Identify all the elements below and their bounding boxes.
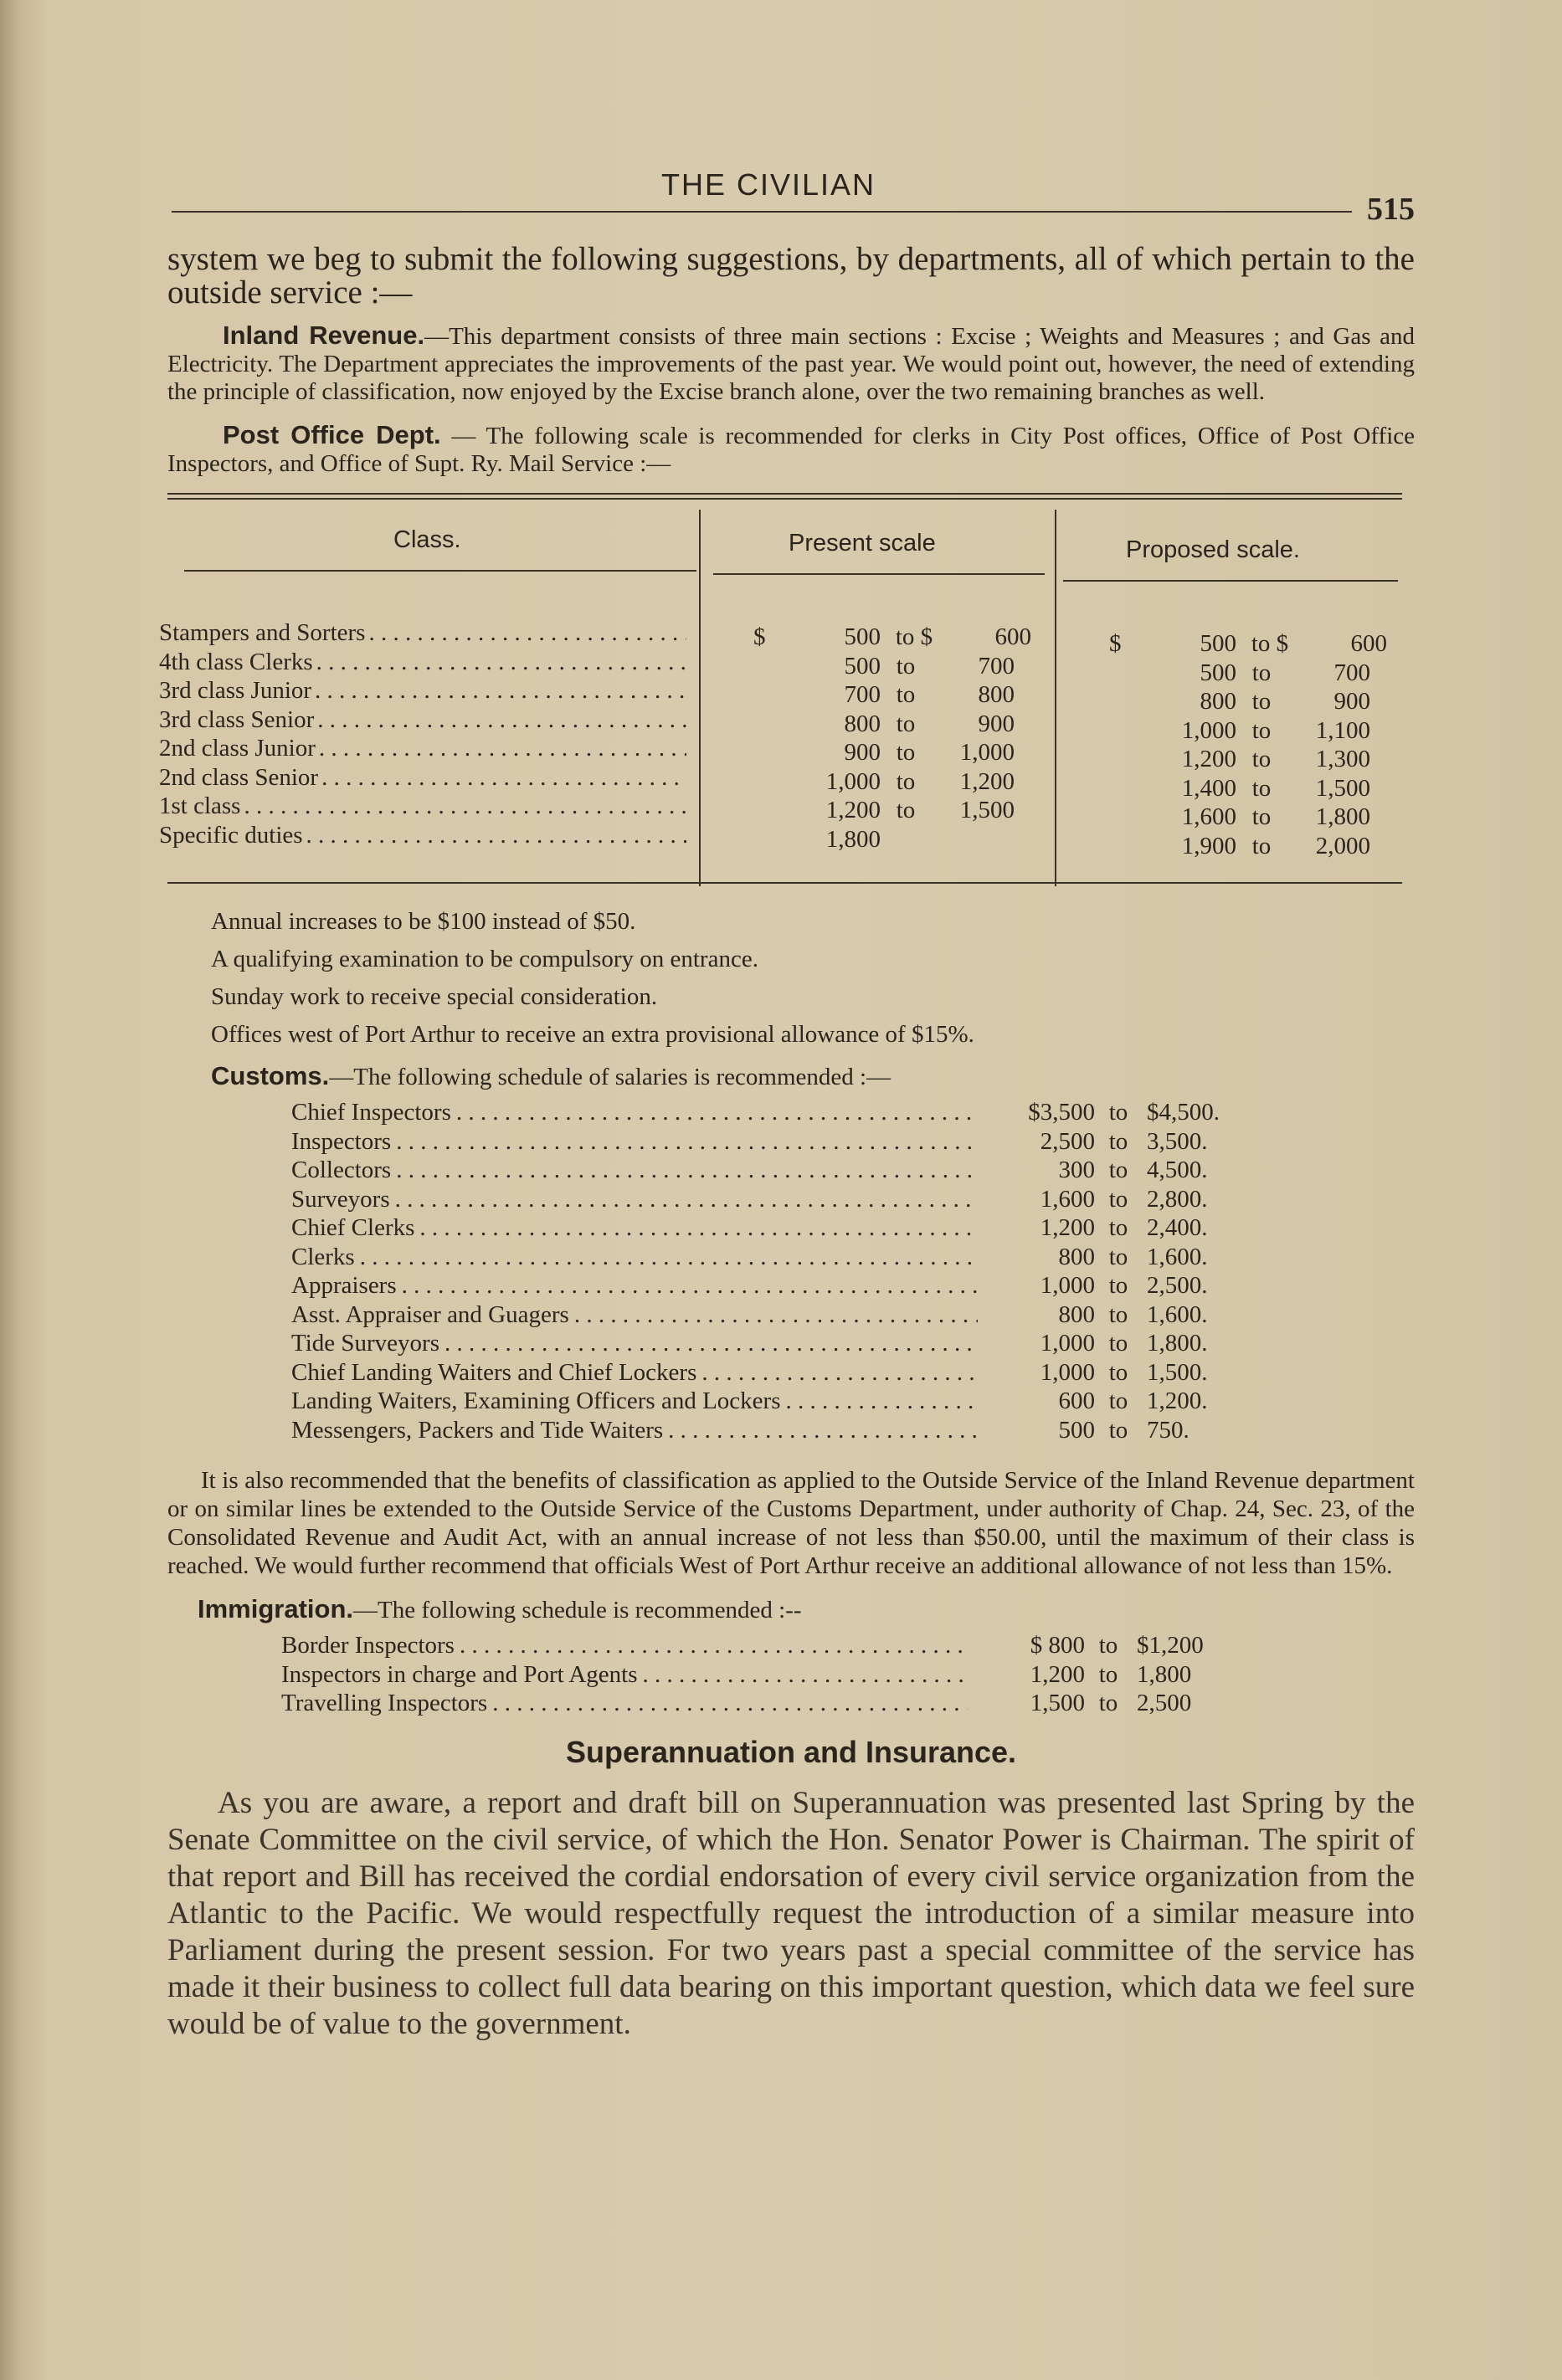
schedule-label: [291, 1271, 978, 1300]
position-title: Border Inspectors: [281, 1632, 455, 1659]
range-to: 1,300: [1315, 746, 1370, 772]
schedule-row: [291, 1271, 1415, 1300]
proposed-range: [1109, 803, 1387, 832]
post-office-section: [167, 421, 1415, 478]
post-office-heading: Post Office Dept.: [223, 420, 441, 449]
range-to-word: to: [1108, 1214, 1128, 1241]
column-divider-1: [699, 510, 701, 886]
range-to-word: to: [1098, 1632, 1118, 1659]
class-row: [159, 648, 686, 677]
salary-from: 500: [1058, 1416, 1095, 1444]
schedule-label: [291, 1329, 978, 1358]
table-bottom-rule: [167, 882, 1402, 884]
range-to-word: to: [896, 767, 916, 795]
class-row: [159, 676, 686, 705]
position-title: Chief Clerks: [291, 1214, 415, 1241]
present-range: [753, 652, 1031, 681]
proposed-range: [1109, 716, 1387, 746]
position-title: Asst. Appraiser and Guagers: [291, 1300, 569, 1328]
range-to-word: to: [1098, 1660, 1118, 1688]
schedule-label: [291, 1213, 978, 1243]
salary-from: 1,600: [1040, 1185, 1095, 1213]
position-title: Inspectors in charge and Port Agents: [281, 1660, 638, 1688]
range-to: 900: [978, 710, 1015, 737]
schedule-row: [291, 1243, 1415, 1272]
present-range: [753, 767, 1031, 797]
class-name: 3rd class Senior: [159, 705, 315, 733]
running-title: THE CIVILIAN: [661, 167, 876, 202]
schedule-row: [291, 1387, 1415, 1416]
schedule-label: [281, 1660, 968, 1690]
range-from: 500: [844, 623, 881, 650]
schedule-row: [291, 1185, 1415, 1214]
range-to: 1,800: [1315, 803, 1370, 830]
schedule-label: [291, 1098, 978, 1127]
position-title: Inspectors: [291, 1127, 392, 1155]
salary-to: 1,600.: [1147, 1243, 1208, 1270]
schedule-row: [291, 1300, 1415, 1330]
salary-from: 1,500: [1030, 1690, 1085, 1716]
range-to: 900: [1333, 688, 1370, 715]
inland-revenue-heading: Inland Revenue.: [223, 321, 425, 350]
range-to-word: to: [896, 739, 916, 766]
leader-dots: [395, 1185, 978, 1214]
leader-dots: [456, 1098, 978, 1127]
class-name: Stampers and Sorters: [159, 619, 366, 646]
range-to-word: to: [1098, 1690, 1118, 1716]
table-top-rule-2: [167, 498, 1402, 500]
dollar-sign: [753, 796, 787, 825]
leader-dots: [244, 792, 686, 821]
schedule-row: [291, 1358, 1415, 1387]
schedule-label: [291, 1127, 978, 1157]
article-body: [159, 241, 1415, 2043]
schedule-row: [291, 1329, 1415, 1358]
position-title: Landing Waiters, Examining Officers and Lockers: [291, 1387, 781, 1414]
range-from: 500: [844, 652, 881, 680]
range-to-word: to: [896, 710, 916, 737]
range-to: 1,500: [1315, 774, 1370, 802]
dollar-sign: [1109, 774, 1143, 803]
leader-dots: [396, 1156, 978, 1185]
range-to-word: to: [1108, 1330, 1128, 1357]
salary-to: 4,500.: [1147, 1157, 1208, 1183]
leader-dots: [368, 618, 686, 648]
class-header-rule: [184, 570, 696, 572]
salary-to: 2,800.: [1147, 1185, 1208, 1213]
range-to: 1,500: [959, 797, 1015, 823]
salary-to: 2,500.: [1147, 1272, 1208, 1299]
class-column: [159, 618, 686, 849]
range-to-word: to: [1108, 1243, 1128, 1270]
salary-from: 1,000: [1040, 1272, 1095, 1299]
leader-dots: [574, 1300, 978, 1330]
schedule-label: [291, 1358, 978, 1387]
present-range: [753, 796, 1031, 825]
schedule-row: [281, 1660, 1415, 1690]
class-row: [159, 618, 686, 648]
leader-dots: [306, 821, 686, 850]
range-to: 1,200: [959, 767, 1015, 795]
position-title: Chief Landing Waiters and Chief Lockers: [291, 1358, 697, 1386]
header-class: Class.: [393, 526, 461, 553]
range-to: 700: [978, 652, 1015, 680]
range-from: 1,000: [1181, 716, 1236, 744]
range-to: 600: [994, 623, 1031, 650]
proposed-range: [1109, 629, 1387, 659]
class-row: [159, 705, 686, 735]
range-to: 1,100: [1315, 716, 1370, 744]
post-office-text: — The following scale is recommended for clerks in City Post offices, Office of Post Office Inspectors, and Office of Supt. Ry. Mail Service :—: [167, 423, 1415, 477]
dollar-sign: [753, 767, 787, 797]
classification-paragraph: It is also recommended that the benefits of classification as applied to the Outside Service of the Inland Revenue department or on similar lines be extended to the Outside Service of the Customs Department, under authority of Chap. 24, Sec. 23, of the Consolidated Revenue and Audit Act, with an annual increase of not less than $50.00, until the maximum of their class is reached. We would further recommend that officials West of Port Arthur receive an additional allowance of not less than 15%.: [167, 1467, 1415, 1579]
leader-dots: [419, 1213, 978, 1243]
dollar-sign: [1109, 832, 1143, 861]
class-name: 1st class: [159, 792, 241, 819]
range-to-word: to: [1108, 1387, 1128, 1414]
salary-to: 3,500.: [1147, 1127, 1208, 1155]
immigration-salary-schedule: [167, 1631, 1415, 1718]
leader-dots: [360, 1243, 978, 1272]
page-header: [167, 167, 1415, 227]
range-from: 500: [1200, 659, 1236, 686]
leader-dots: [460, 1631, 968, 1660]
schedule-row: [291, 1416, 1415, 1445]
customs-heading: Customs.: [211, 1061, 330, 1090]
leader-dots: [785, 1387, 978, 1416]
header-proposed-scale: Proposed scale.: [1126, 536, 1300, 563]
leader-dots: [701, 1358, 978, 1387]
position-title: Appraisers: [291, 1272, 397, 1299]
salary-to: $4,500.: [1147, 1099, 1220, 1126]
leader-dots: [396, 1127, 978, 1157]
salary-to: 1,500.: [1147, 1358, 1208, 1386]
class-row: [159, 821, 686, 850]
salary-from: $ 800: [1030, 1632, 1085, 1659]
dollar-sign: [1109, 803, 1143, 832]
leader-dots: [668, 1416, 978, 1445]
proposed-range: [1109, 659, 1387, 688]
salary-from: 600: [1058, 1387, 1095, 1414]
range-to-word: to: [1251, 659, 1272, 686]
schedule-row: [291, 1156, 1415, 1185]
range-to-word: to: [1108, 1127, 1128, 1155]
range-to-word: to: [1251, 803, 1272, 830]
dollar-sign: [1109, 687, 1143, 716]
post-office-notes: [167, 903, 1415, 1054]
range-to: 1,000: [959, 739, 1015, 766]
range-to: 800: [978, 681, 1015, 708]
range-to-word: to: [1251, 832, 1272, 859]
range-from: 700: [844, 681, 881, 708]
schedule-label: [291, 1300, 978, 1330]
present-range: [753, 825, 1031, 854]
range-from: 1,800: [825, 825, 881, 853]
dollar-sign: [753, 738, 787, 767]
customs-section: [167, 1062, 1415, 1091]
salary-from: 1,000: [1040, 1330, 1095, 1357]
salary-to: 2,500: [1137, 1690, 1192, 1716]
schedule-label: [281, 1689, 968, 1718]
schedule-label: [291, 1185, 978, 1214]
range-from: 800: [1200, 688, 1236, 715]
class-name: 2nd class Senior: [159, 763, 319, 791]
leader-dots: [492, 1689, 968, 1718]
salary-from: $3,500: [1028, 1099, 1095, 1126]
present-scale-column: [753, 623, 1031, 854]
range-to-word: to: [1108, 1300, 1128, 1328]
range-to-word: to $: [895, 623, 933, 650]
salary-from: 1,200: [1030, 1660, 1085, 1688]
range-to-word: to: [1251, 774, 1272, 802]
dollar-sign: [1109, 716, 1143, 746]
range-to-word: to: [896, 652, 916, 680]
proposed-range: [1109, 687, 1387, 716]
dollar-sign: [753, 825, 787, 854]
dollar-sign: $: [753, 623, 766, 650]
class-name: 2nd class Junior: [159, 735, 316, 762]
note-line: Offices west of Port Arthur to receive an extra provisional allowance of $15%.: [211, 1021, 974, 1048]
class-row: [159, 734, 686, 763]
range-to-word: to: [1108, 1185, 1128, 1213]
present-range: [753, 623, 1031, 652]
schedule-row: [291, 1213, 1415, 1243]
note-line: Sunday work to receive special consideration.: [211, 983, 658, 1010]
inland-revenue-text: —This department consists of three main sections : Excise ; Weights and Measures ; and Gas and Electricity. The Department appreciates the improvements of the past year. We would point out, however, the need of extending the principle of classification, now enjoyed by the Excise branch alone, over the two remaining branches as well.: [167, 323, 1415, 405]
leader-dots: [444, 1329, 978, 1358]
leader-dots: [402, 1271, 978, 1300]
range-to-word: to: [896, 797, 916, 823]
range-from: 1,900: [1181, 832, 1236, 859]
salary-to: $1,200: [1137, 1632, 1204, 1659]
range-from: 900: [844, 739, 881, 766]
position-title: Travelling Inspectors: [281, 1690, 488, 1716]
range-to: 700: [1333, 659, 1370, 686]
page-number: 515: [1367, 192, 1415, 227]
salary-to: 750.: [1147, 1416, 1189, 1444]
range-to-word: to: [1251, 716, 1272, 744]
range-from: 800: [844, 710, 881, 737]
schedule-label: [291, 1156, 978, 1185]
position-title: Clerks: [291, 1243, 355, 1270]
range-to: 2,000: [1315, 832, 1370, 859]
range-from: 1,600: [1181, 803, 1236, 830]
class-name: Specific duties: [159, 821, 303, 849]
schedule-row: [281, 1631, 1415, 1660]
schedule-label: [291, 1243, 978, 1272]
present-range: [753, 710, 1031, 739]
class-row: [159, 763, 686, 792]
position-title: Surveyors: [291, 1185, 390, 1213]
range-from: 500: [1200, 630, 1236, 657]
salary-from: 2,500: [1040, 1127, 1095, 1155]
present-range: [753, 680, 1031, 710]
note-line: A qualifying examination to be compulsory on entrance.: [211, 946, 758, 972]
position-title: Collectors: [291, 1157, 392, 1183]
intro-paragraph: system we beg to submit the following suggestions, by departments, all of which pertain to the outside service :—: [167, 241, 1415, 310]
present-header-rule: [713, 573, 1045, 575]
class-name: 4th class Clerks: [159, 648, 313, 675]
dollar-sign: [753, 652, 787, 681]
salary-to: 1,600.: [1147, 1300, 1208, 1328]
leader-dots: [319, 734, 686, 763]
proposed-range: [1109, 745, 1387, 774]
dollar-sign: [1109, 659, 1143, 688]
proposed-header-rule: [1063, 580, 1398, 582]
range-to-word: to $: [1251, 630, 1289, 657]
salary-from: 800: [1058, 1243, 1095, 1270]
column-divider-2: [1055, 510, 1056, 886]
note-line: Annual increases to be $100 instead of $50.: [211, 908, 636, 935]
salary-to: 2,400.: [1147, 1214, 1208, 1241]
salary-to: 1,800.: [1147, 1330, 1208, 1357]
salary-from: 1,200: [1040, 1214, 1095, 1241]
salary-from: 800: [1058, 1300, 1095, 1328]
table-top-rule: [167, 493, 1402, 495]
schedule-row: [281, 1689, 1415, 1718]
class-row: [159, 792, 686, 821]
header-rule: [172, 211, 1352, 213]
class-name: 3rd class Junior: [159, 677, 312, 704]
present-range: [753, 738, 1031, 767]
range-to-word: [881, 825, 931, 854]
range-to-word: to: [896, 681, 916, 708]
position-title: Messengers, Packers and Tide Waiters: [291, 1416, 664, 1444]
leader-dots: [317, 705, 686, 735]
superannuation-paragraph: As you are aware, a report and draft bill on Superannuation was presented last Spring by the Senate Committee on the civil service, of which the Hon. Senator Power is Chairman. The spirit of that report and Bill has received the cordial endorsation of every civil service organization from the Atlantic to the Pacific. We would respectfully request the introduction of a similar measure into Parliament during the present session. For two years past a special committee of the service has made it their business to collect full data bearing on this important question, which data we feel sure would be of value to the government.: [167, 1785, 1415, 2041]
range-to: 600: [1350, 630, 1387, 657]
dollar-sign: [1109, 745, 1143, 774]
leader-dots: [643, 1660, 968, 1690]
range-to-word: to: [1251, 746, 1272, 772]
schedule-label: [281, 1631, 968, 1660]
range-to-word: to: [1108, 1358, 1128, 1386]
salary-to: 1,200.: [1147, 1387, 1208, 1414]
range-to: [931, 825, 1015, 854]
range-to-word: to: [1108, 1272, 1128, 1299]
salary-to: 1,800: [1137, 1660, 1192, 1688]
salary-from: 300: [1058, 1157, 1095, 1183]
header-present-scale: Present scale: [789, 530, 936, 557]
range-to-word: to: [1251, 688, 1272, 715]
inland-revenue-section: [167, 321, 1415, 406]
leader-dots: [316, 648, 686, 677]
leader-dots: [321, 763, 686, 792]
position-title: Chief Inspectors: [291, 1099, 451, 1126]
salary-from: 1,000: [1040, 1358, 1095, 1386]
range-from: 1,000: [825, 767, 881, 795]
post-office-scale-table: [159, 493, 1415, 886]
dollar-sign: [753, 680, 787, 710]
immigration-heading: Immigration.: [198, 1594, 354, 1623]
leader-dots: [315, 676, 686, 705]
proposed-scale-column: [1109, 629, 1387, 860]
customs-salary-schedule: [167, 1098, 1415, 1444]
proposed-range: [1109, 832, 1387, 861]
schedule-label: [291, 1387, 978, 1416]
range-from: 1,400: [1181, 774, 1236, 802]
dollar-sign: [753, 710, 787, 739]
schedule-row: [291, 1098, 1415, 1127]
immigration-section: [167, 1595, 1415, 1624]
schedule-row: [291, 1127, 1415, 1157]
customs-text: —The following schedule of salaries is recommended :—: [329, 1064, 891, 1090]
range-to-word: to: [1108, 1157, 1128, 1183]
position-title: Tide Surveyors: [291, 1330, 439, 1357]
range-from: 1,200: [825, 797, 881, 823]
dollar-sign: $: [1109, 630, 1122, 657]
proposed-range: [1109, 774, 1387, 803]
range-from: 1,200: [1181, 746, 1236, 772]
schedule-label: [291, 1416, 978, 1445]
immigration-text: —The following schedule is recommended :--: [353, 1597, 802, 1623]
superannuation-heading: Superannuation and Insurance.: [565, 1734, 1017, 1769]
range-to-word: to: [1108, 1416, 1128, 1444]
range-to-word: to: [1108, 1099, 1128, 1126]
